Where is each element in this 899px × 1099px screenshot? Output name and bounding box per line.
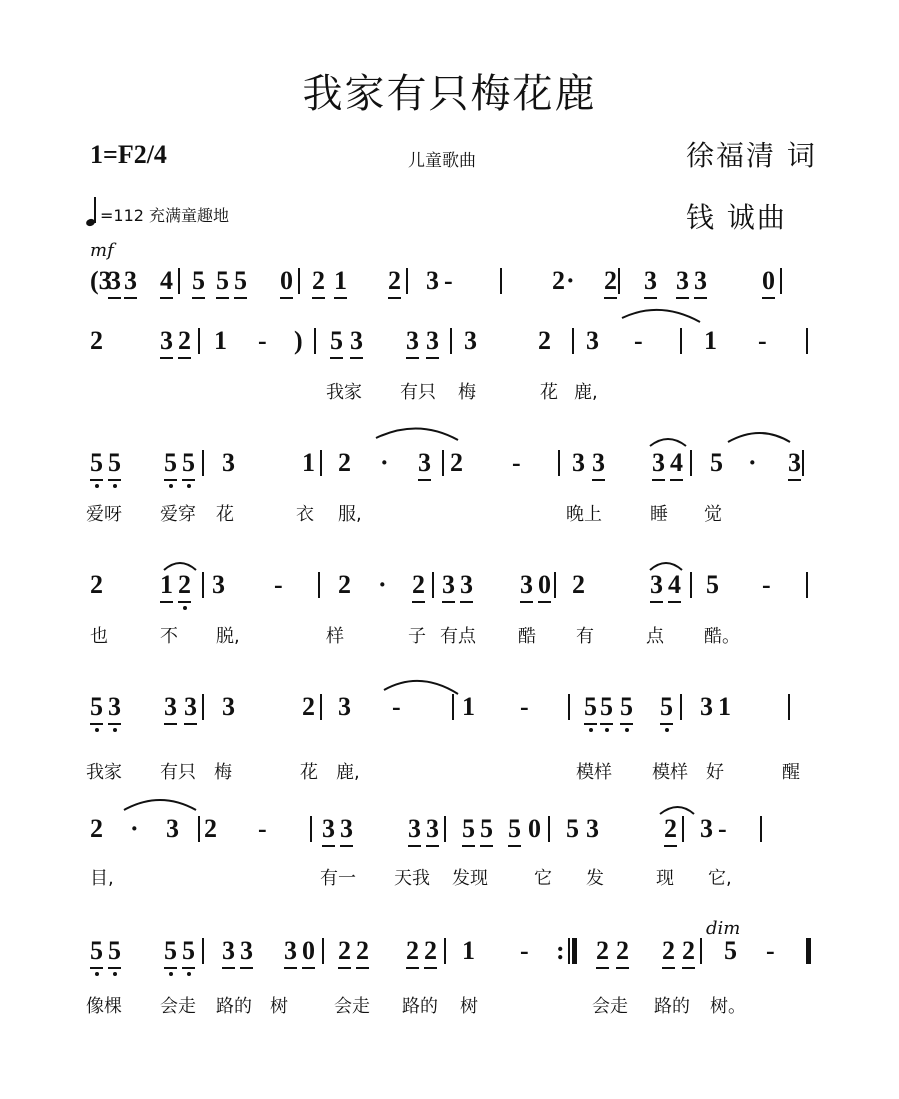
note: 3	[644, 266, 657, 295]
barline	[618, 268, 620, 294]
lyric-word: 点	[646, 626, 664, 647]
note: 2	[90, 814, 103, 843]
barline	[700, 938, 702, 964]
note: 2	[682, 936, 695, 965]
note: 3	[284, 936, 297, 965]
lyric-word: 睡	[650, 504, 668, 525]
lyric-word: 花	[540, 382, 558, 403]
note: 3	[700, 814, 713, 843]
note: 3	[408, 814, 421, 843]
note: 2	[412, 570, 425, 599]
note: 3	[572, 448, 585, 477]
barline	[548, 816, 550, 842]
barline	[788, 694, 790, 720]
note: 5	[620, 692, 633, 722]
barline	[198, 328, 200, 354]
note: 5	[462, 814, 475, 843]
note: 3	[694, 266, 707, 295]
barline	[202, 450, 204, 476]
note: 5	[600, 692, 613, 722]
dot-extension: ·	[380, 448, 389, 477]
note: 2	[302, 692, 315, 721]
lyric-word: 也	[90, 626, 108, 647]
dash-extension: -	[634, 326, 643, 355]
dash-extension: -	[274, 570, 283, 599]
slur	[164, 563, 196, 570]
note: 1	[704, 326, 717, 355]
lyric-word: 有只	[400, 382, 436, 403]
lyric-word: 路的	[216, 996, 252, 1017]
note: 5	[108, 448, 121, 478]
music-line	[0, 692, 899, 742]
repeat-barline	[568, 938, 570, 964]
note: 3	[240, 936, 253, 965]
lyric-word: 晚上	[566, 504, 602, 525]
note: 5	[724, 936, 737, 965]
note: 2	[338, 936, 351, 965]
note: 3	[652, 448, 665, 477]
lyric-word: 现	[656, 868, 674, 889]
barline	[202, 572, 204, 598]
lyric-word: 鹿,	[574, 382, 598, 403]
note: 5	[164, 936, 177, 966]
slur	[124, 800, 196, 810]
dot-extension: ·	[566, 266, 575, 295]
note: 3	[464, 326, 477, 355]
genre-label: 儿童歌曲	[408, 151, 476, 171]
note: 3	[586, 326, 599, 355]
note: 2	[90, 326, 103, 355]
lyric-word: 好	[706, 762, 724, 783]
note: 2	[178, 326, 191, 355]
note: 5	[710, 448, 723, 477]
barline	[802, 450, 804, 476]
composer-credit: 钱 诚曲	[686, 201, 787, 234]
note: 0	[762, 266, 775, 295]
note: 1	[302, 448, 315, 477]
barline	[318, 572, 320, 598]
music-line	[0, 326, 899, 376]
barline	[806, 572, 808, 598]
lyric-line	[0, 758, 899, 784]
lyric-word: 花	[300, 762, 318, 783]
lower-octave-dot	[625, 728, 629, 732]
barline	[690, 450, 692, 476]
lyric-word: 爱穿	[160, 504, 196, 525]
note: 2	[552, 266, 565, 295]
lyric-line	[0, 992, 899, 1018]
note: 3	[338, 692, 351, 721]
barline	[442, 450, 444, 476]
lower-octave-dot	[187, 972, 191, 976]
quarter-note-icon	[86, 196, 98, 226]
note: 5	[182, 448, 195, 478]
lower-octave-dot	[605, 728, 609, 732]
music-line	[0, 814, 899, 864]
barline	[572, 328, 574, 354]
final-barline	[806, 938, 811, 964]
note: 3	[426, 326, 439, 355]
barline	[322, 938, 324, 964]
lyric-word: 天我	[394, 868, 430, 889]
barline	[450, 328, 452, 354]
lyric-line	[0, 864, 899, 890]
note: 1	[160, 570, 173, 599]
dot-extension: ·	[130, 814, 139, 843]
lower-octave-dot	[113, 972, 117, 976]
lyric-word: 脱,	[216, 626, 240, 647]
note: 0	[528, 814, 541, 843]
note: 3	[406, 326, 419, 355]
note: 1	[334, 266, 347, 295]
note: 2	[424, 936, 437, 965]
lyric-word: 觉	[704, 504, 722, 525]
barline	[320, 694, 322, 720]
barline	[806, 328, 808, 354]
dash-extension: -	[758, 326, 767, 355]
note: 3	[586, 814, 599, 843]
barline	[680, 328, 682, 354]
note: 3	[700, 692, 713, 721]
lyric-word: 酷。	[704, 626, 740, 647]
lyric-word: 它,	[708, 868, 732, 889]
barline	[558, 450, 560, 476]
music-line	[0, 266, 899, 316]
lower-octave-dot	[169, 972, 173, 976]
dash-extension: -	[258, 326, 267, 355]
note: 5	[90, 692, 103, 722]
slur	[650, 439, 686, 446]
barline	[554, 572, 556, 598]
key-signature: 1=F2/4	[90, 140, 167, 169]
note: 2	[204, 814, 217, 843]
note: 5	[192, 266, 205, 295]
note: 3	[164, 692, 177, 721]
barline	[310, 816, 312, 842]
barline	[568, 694, 570, 720]
lyric-word: 有只	[160, 762, 196, 783]
note: 3	[212, 570, 225, 599]
note: 3	[418, 448, 431, 477]
repeat-colon: :	[556, 936, 565, 965]
lower-octave-dot	[169, 484, 173, 488]
dash-extension: -	[718, 814, 727, 843]
lower-octave-dot	[113, 728, 117, 732]
slur	[728, 433, 790, 442]
lyric-word: 样	[326, 626, 344, 647]
note: 0	[538, 570, 551, 599]
lower-octave-dot	[95, 972, 99, 976]
lyric-word: 我家	[326, 382, 362, 403]
note: 4	[160, 266, 173, 295]
note: 3	[426, 266, 439, 295]
note: 5	[566, 814, 579, 843]
dynamic-mf: mf	[90, 240, 114, 261]
lower-octave-dot	[113, 484, 117, 488]
barline	[406, 268, 408, 294]
lyric-word: 子	[408, 626, 426, 647]
slur	[660, 807, 694, 814]
lyric-word: 树。	[710, 996, 746, 1017]
barline	[198, 816, 200, 842]
lyric-word: 我家	[86, 762, 122, 783]
note: 2	[662, 936, 675, 965]
lyric-word: 有	[576, 626, 594, 647]
dash-extension: -	[444, 266, 453, 295]
note: (3	[90, 266, 112, 295]
lyric-word: 会走	[160, 996, 196, 1017]
lyric-word: 衣	[296, 504, 314, 525]
lyric-word: 会走	[334, 996, 370, 1017]
dash-extension: -	[766, 936, 775, 965]
lower-octave-dot	[187, 484, 191, 488]
music-line	[0, 448, 899, 498]
note: 4	[668, 570, 681, 599]
lyric-word: 路的	[402, 996, 438, 1017]
barline	[680, 694, 682, 720]
note: 3	[520, 570, 533, 599]
note: 3	[184, 692, 197, 721]
lyric-word: 酷	[518, 626, 536, 647]
note: 3	[108, 692, 121, 722]
lyric-word: 路的	[654, 996, 690, 1017]
note: 5	[660, 692, 673, 722]
note: 3	[160, 326, 173, 355]
lyricist-credit: 徐福清 词	[686, 139, 817, 172]
dash-extension: -	[512, 448, 521, 477]
dash-extension: -	[392, 692, 401, 721]
note: 1	[718, 692, 731, 721]
barline	[444, 938, 446, 964]
lyric-word: 花	[216, 504, 234, 525]
song-title: 我家有只梅花鹿	[302, 71, 597, 117]
note: 2	[538, 326, 551, 355]
dash-extension: -	[520, 936, 529, 965]
note: 2	[312, 266, 325, 295]
barline	[202, 938, 204, 964]
note: 1	[214, 326, 227, 355]
note: 3	[676, 266, 689, 295]
note: 5	[234, 266, 247, 295]
barline	[500, 268, 502, 294]
note: 0	[302, 936, 315, 965]
lyric-word: 发现	[452, 868, 488, 889]
lyric-word: 目,	[90, 868, 114, 889]
note: 5	[480, 814, 493, 843]
note: 3	[124, 266, 137, 295]
note: 5	[508, 814, 521, 843]
note: 3	[788, 448, 801, 477]
note: 1	[462, 936, 475, 965]
tempo-marking	[86, 196, 229, 226]
lower-octave-dot	[183, 606, 187, 610]
note: 2	[572, 570, 585, 599]
lower-octave-dot	[589, 728, 593, 732]
dash-extension: -	[762, 570, 771, 599]
note: )	[294, 326, 303, 355]
note: 2	[664, 814, 677, 843]
note: 3	[340, 814, 353, 843]
music-line	[0, 570, 899, 620]
dash-extension: -	[258, 814, 267, 843]
tempo-text: =112 充满童趣地	[100, 206, 230, 225]
barline	[760, 816, 762, 842]
barline	[690, 572, 692, 598]
note: 3	[222, 936, 235, 965]
lyric-line	[0, 622, 899, 648]
note: 5	[164, 448, 177, 478]
note: 0	[280, 266, 293, 295]
dash-extension: -	[520, 692, 529, 721]
note: 5	[108, 936, 121, 966]
lyric-word: 它	[534, 868, 552, 889]
note: 1	[462, 692, 475, 721]
barline	[452, 694, 454, 720]
note: 3	[592, 448, 605, 477]
lower-octave-dot	[95, 728, 99, 732]
barline	[432, 572, 434, 598]
repeat-barline-thick	[572, 938, 577, 964]
dot-extension: ·	[378, 570, 387, 599]
lyric-word: 醒	[782, 762, 800, 783]
note: 3	[350, 326, 363, 355]
note: 2	[356, 936, 369, 965]
note: 2	[178, 570, 191, 600]
lyric-word: 会走	[592, 996, 628, 1017]
music-line	[0, 936, 899, 986]
lyric-word: 服,	[338, 504, 362, 525]
note: 4	[670, 448, 683, 477]
lyric-line	[0, 378, 899, 404]
note: 5	[182, 936, 195, 966]
note: 5	[216, 266, 229, 295]
barline	[780, 268, 782, 294]
note: 3	[222, 692, 235, 721]
lyric-word: 爱呀	[86, 504, 122, 525]
slur	[376, 428, 458, 440]
note: 3	[166, 814, 179, 843]
lyric-word: 鹿,	[336, 762, 360, 783]
lyric-word: 不	[160, 626, 178, 647]
note: 2	[338, 448, 351, 477]
note: 5	[90, 936, 103, 966]
barline	[314, 328, 316, 354]
lower-octave-dot	[95, 484, 99, 488]
lyric-line	[0, 500, 899, 526]
barline	[202, 694, 204, 720]
lyric-word: 发	[586, 868, 604, 889]
note: 2	[604, 266, 617, 295]
slur	[650, 563, 682, 570]
dynamic-dim: dim	[706, 918, 741, 939]
note: 2	[90, 570, 103, 599]
barline	[178, 268, 180, 294]
note: 3	[650, 570, 663, 599]
note: 3	[426, 814, 439, 843]
note: 2	[596, 936, 609, 965]
note: 2	[406, 936, 419, 965]
note: 5	[330, 326, 343, 355]
lyric-word: 梅	[458, 382, 476, 403]
note: 3	[322, 814, 335, 843]
barline	[444, 816, 446, 842]
note: 2	[450, 448, 463, 477]
dot-extension: ·	[748, 448, 757, 477]
note: 2	[616, 936, 629, 965]
lyric-word: 梅	[214, 762, 232, 783]
lower-octave-dot	[665, 728, 669, 732]
lyric-word: 模样	[652, 762, 688, 783]
note: 5	[706, 570, 719, 599]
note: 3	[222, 448, 235, 477]
lyric-word: 有一	[320, 868, 356, 889]
lyric-word: 树	[460, 996, 478, 1017]
note: 2	[338, 570, 351, 599]
lyric-word: 树	[270, 996, 288, 1017]
note: 3	[108, 266, 121, 295]
barline	[320, 450, 322, 476]
lyric-word: 像棵	[86, 996, 122, 1017]
note: 5	[90, 448, 103, 478]
lyric-word: 模样	[576, 762, 612, 783]
note: 3	[460, 570, 473, 599]
lyric-word: 有点	[440, 626, 476, 647]
note: 5	[584, 692, 597, 722]
barline	[298, 268, 300, 294]
note: 2	[388, 266, 401, 295]
barline	[682, 816, 684, 842]
note: 3	[442, 570, 455, 599]
